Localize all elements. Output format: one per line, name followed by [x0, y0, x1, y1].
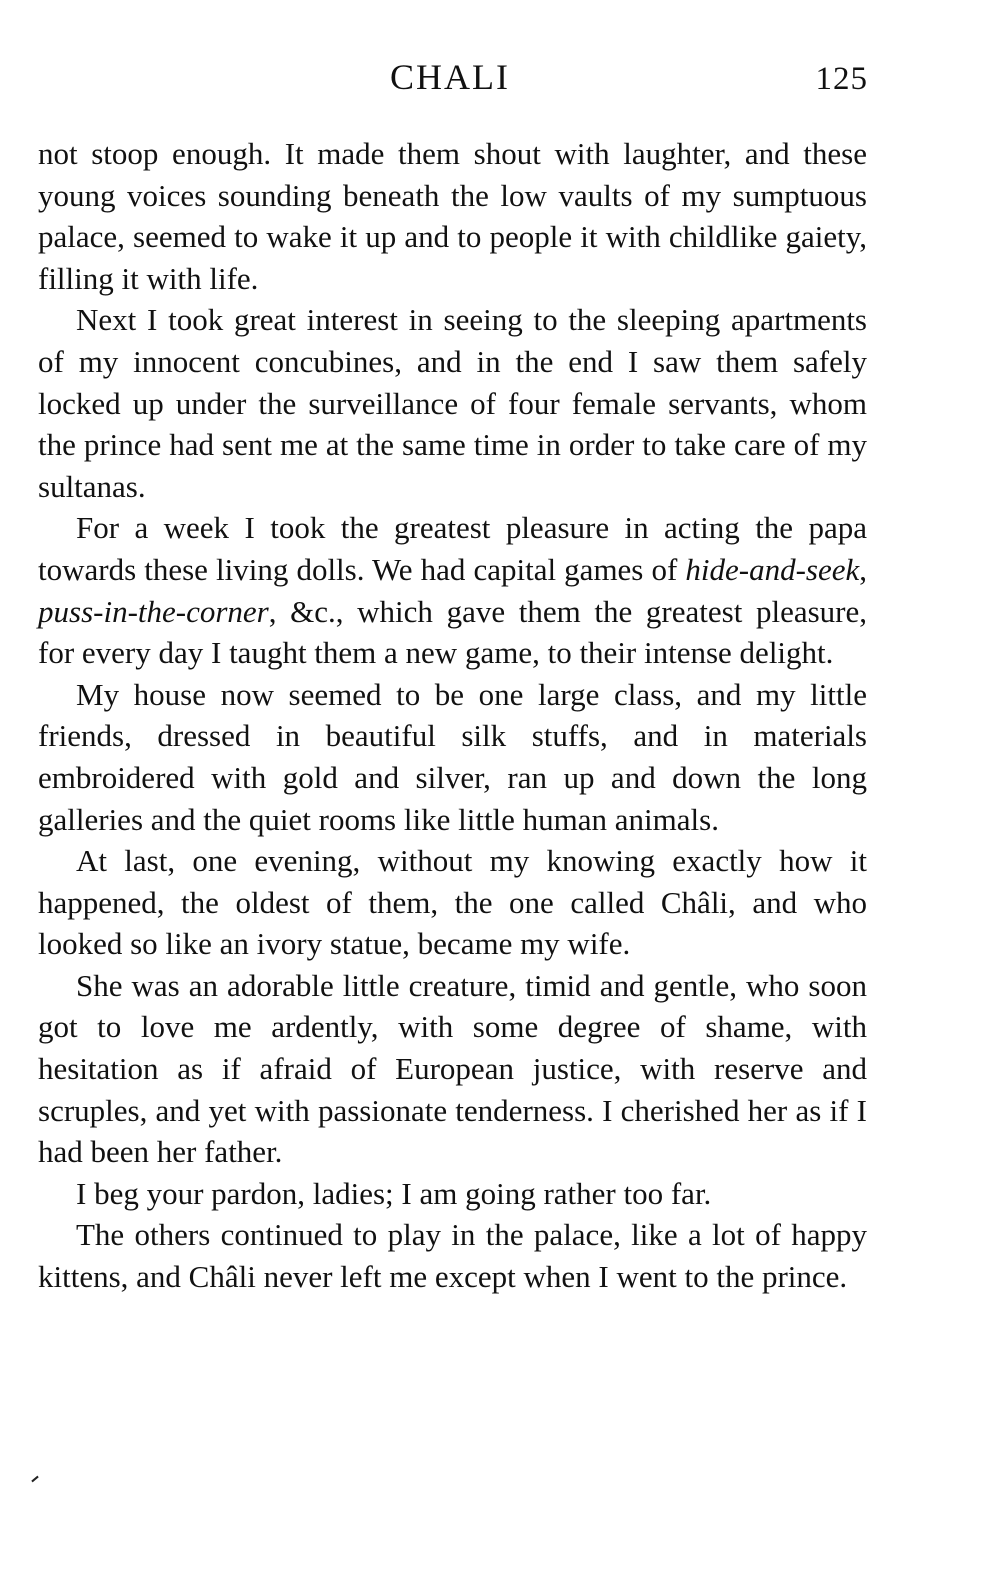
paragraph-2: Next I took great interest in seeing to the sleeping apartments of my innocent concubines, and in the end I saw them safely locked up under the surveillance of four female servants, whom the prince had sent me at the same time in order to take care of my sultanas. [38, 302, 867, 504]
paragraph-6: She was an adorable little creature, timid and gentle, who soon got to love me ardently, with some degree of shame, with hesitation as if afraid of European justice, with reserve and scruples, and yet with passionate tenderness. I cherished her as if I had been her father. [38, 967, 867, 1170]
paragraph-3-text-start: For a week I took the greatest pleasure in acting the papa towards these living dolls. We had capital games of [38, 510, 867, 587]
body-text [38, 133, 867, 1298]
game-name-puss-in-the-corner: puss-in-the-corner [38, 593, 269, 629]
paragraph-7: I beg your pardon, ladies; I am going rather too far. [76, 1175, 712, 1211]
paragraph-1: not stoop enough. It made them shout with laughter, and these young voices sounding beneath the low vaults of my sumptuous palace, seemed to wake it up and to people it with childlike gaiety, filling it with life. [38, 136, 867, 296]
paragraph-3-separator: , [859, 551, 867, 587]
paragraph-8: The others continued to play in the palace, like a lot of happy kittens, and Châli never left me except when I went to the prince. [38, 1217, 867, 1295]
paragraph-5: At last, one evening, without my knowing exactly how it happened, the oldest of them, the one called Châli, and who looked so like an ivory statue, became my wife. [38, 843, 867, 962]
page-number: 125 [815, 61, 868, 97]
chapter-title: CHALI [390, 57, 510, 97]
paragraph-3-text-end: , &c., which gave them the greatest pleasure, for every day I taught them a new game, to their intense delight. [38, 593, 867, 671]
paragraph-3 [38, 507, 867, 673]
paragraph-4: My house now seemed to be one large class, and my little friends, dressed in beautiful silk stuffs, and in materials embroidered with gold and silver, ran up and down the long galleries and the quiet rooms like little human animals. [38, 676, 867, 837]
game-name-hide-and-seek: hide-and-seek [685, 551, 860, 587]
running-head [0, 52, 1000, 102]
stray-ink-mark [31, 1476, 38, 1483]
